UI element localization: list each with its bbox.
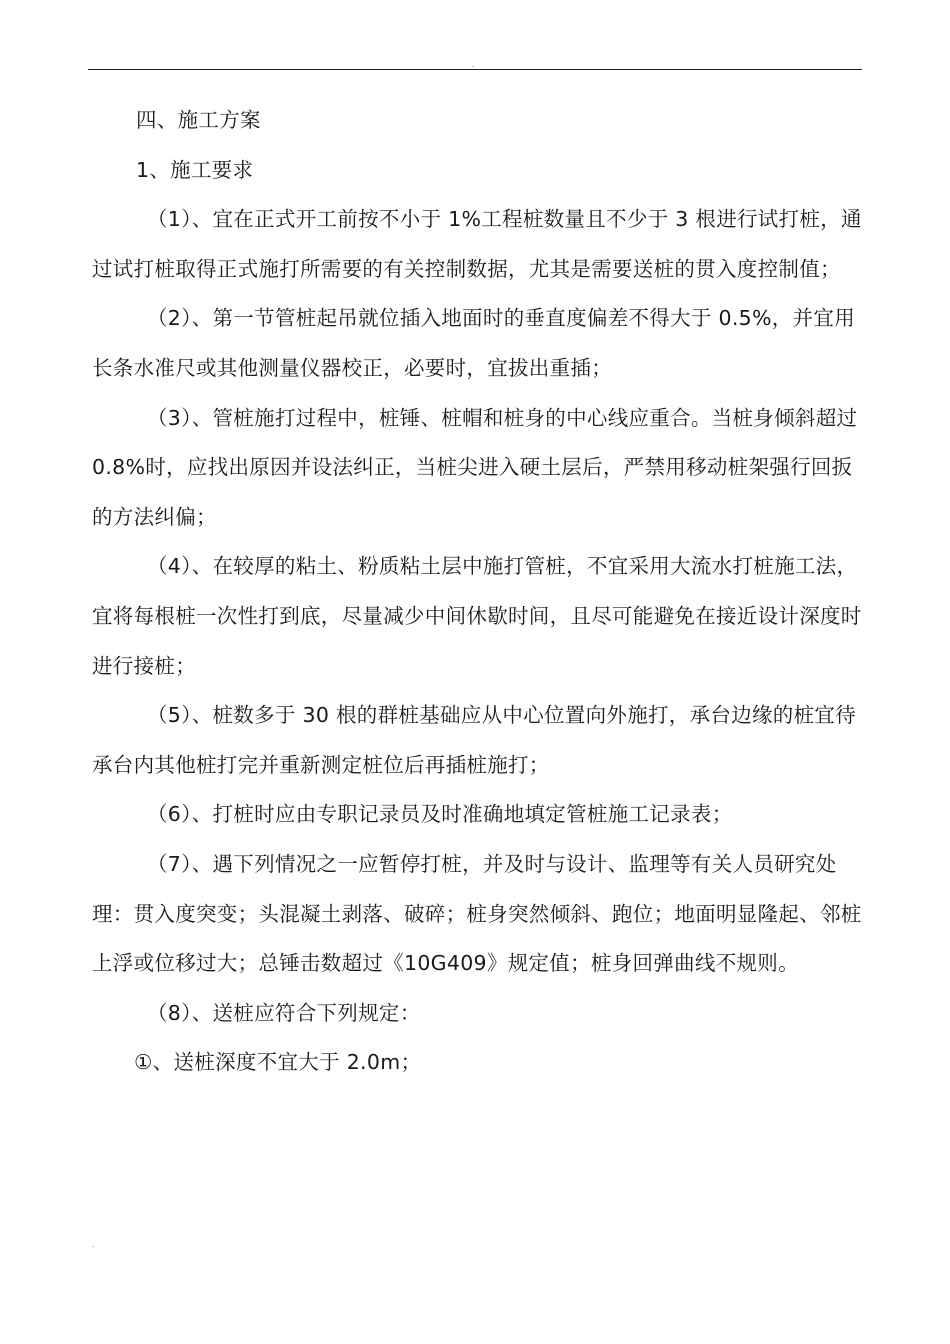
requirement-item-3: （3）、管桩施打过程中，桩锤、桩帽和桩身的中心线应重合。当桩身倾斜超过 0.8%时，应找出原因并设法纠正，当桩尖进入硬土层后，严禁用移动桩架强行回扳的方法纠偏；	[92, 405, 858, 529]
requirement-item-6: （6）、打桩时应由专职记录员及时准确地填定管桩施工记录表；	[147, 802, 733, 827]
section-subtitle: 1、施工要求	[136, 157, 254, 182]
requirement-item-5: （5）、桩数多于 30 根的群桩基础应从中心位置向外施打，承台边缘的桩宜待承台内其他桩打完并重新测定桩位后再插桩施打；	[92, 703, 857, 777]
requirement-item-4: （4）、在较厚的粘土、粉质粘土层中施打管桩，不宜采用大流水打桩施工法，宜将每根桩一次性打到底，尽量减少中间休歇时间，且尽可能避免在接近设计深度时进行接桩；	[92, 554, 862, 678]
requirement-subitem-1: ①、送桩深度不宜大于 2.0m；	[134, 1050, 422, 1075]
requirement-item-2: （2）、第一节管桩起吊就位插入地面时的垂直度偏差不得大于 0.5%，并宜用长条水准尺或其他测量仪器校正，必要时，宜拔出重插；	[92, 306, 855, 380]
header-rule	[88, 69, 862, 70]
footer-mark: .	[92, 1240, 95, 1249]
header-mark: .	[472, 60, 475, 69]
requirement-item-8: （8）、送桩应符合下列规定：	[147, 1000, 421, 1025]
requirement-item-7: （7）、遇下列情况之一应暂停打桩，并及时与设计、监理等有关人员研究处理：贯入度突变；头混凝土剥落、破碎；桩身突然倾斜、跑位；地面明显隆起、邻桩上浮或位移过大；总锤击数超过《10G409》规定值；桩身回弹曲线不规则。	[92, 851, 862, 976]
requirement-item-1: （1）、宜在正式开工前按不小于 1%工程桩数量且不少于 3 根进行试打桩，通过试打桩取得正式施打所需要的有关控制数据，尤其是需要送桩的贯入度控制值；	[92, 207, 862, 281]
section-title: 四、施工方案	[136, 108, 261, 132]
document-body	[92, 96, 862, 1088]
